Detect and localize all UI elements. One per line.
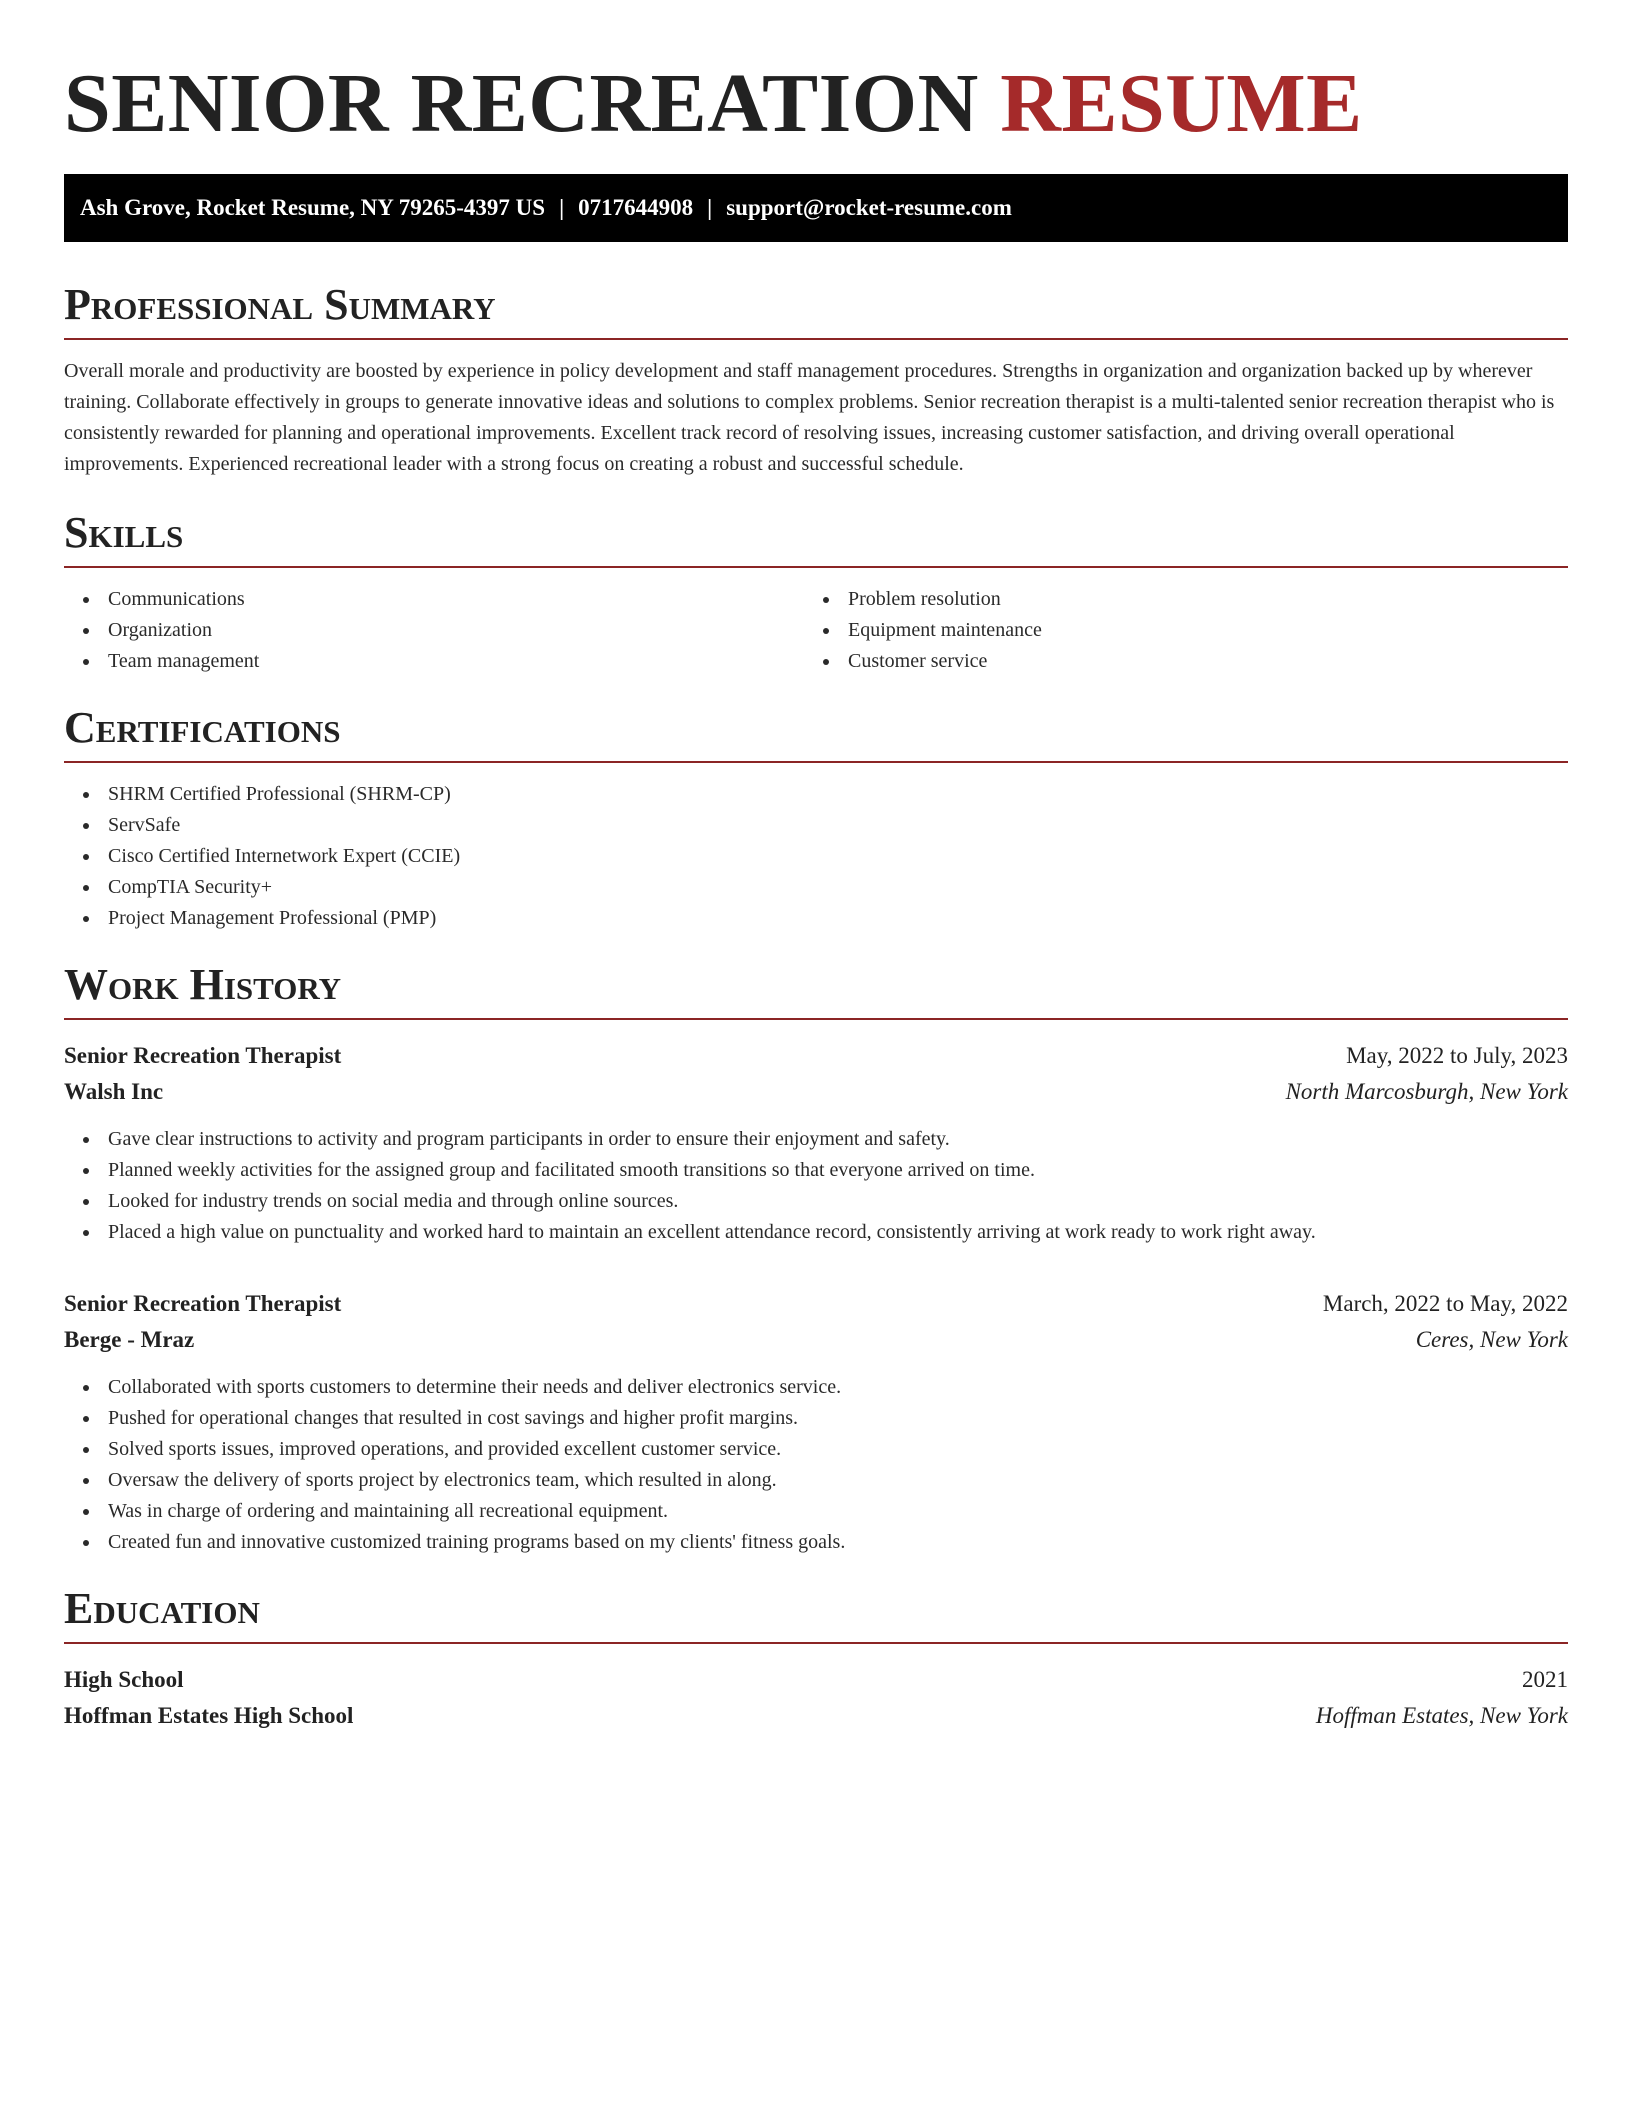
list-item: Project Management Professional (PMP) bbox=[108, 903, 1568, 934]
job-title-row bbox=[64, 1286, 1568, 1322]
education-entry bbox=[64, 1662, 1568, 1734]
job-title-row bbox=[64, 1038, 1568, 1074]
list-item: Solved sports issues, improved operations, and provided excellent customer service. bbox=[108, 1434, 1568, 1465]
list-item: Organization bbox=[108, 615, 804, 646]
job-bullets bbox=[64, 1372, 1568, 1558]
education-school-row bbox=[64, 1698, 1568, 1734]
job-dates: March, 2022 to May, 2022 bbox=[1322, 1291, 1568, 1316]
job-title: Senior Recreation Therapist bbox=[64, 1043, 342, 1068]
certifications-section bbox=[64, 703, 1568, 934]
job-bullets bbox=[64, 1124, 1568, 1248]
summary-section bbox=[64, 280, 1568, 480]
list-item: Team management bbox=[108, 646, 804, 677]
skills-list-left bbox=[64, 584, 804, 677]
list-item: Placed a high value on punctuality and worked hard to maintain an excellent attendance record, consistently arriving at work ready to work right away. bbox=[108, 1217, 1568, 1248]
list-item: Customer service bbox=[848, 646, 1568, 677]
summary-text: Overall morale and productivity are boosted by experience in policy development and staff management procedures. Strengths in organization and organization backed up by wherever training. Collaborate effectively in groups to generate innovative ideas and solutions to complex problems. Senior recreation therapist is a multi-talented senior recreation therapist who is consistently rewarded for planning and operational improvements. Excellent track record of resolving issues, increasing customer satisfaction, and driving overall operational improvements. Experienced recreational leader with a strong focus on creating a robust and successful schedule. bbox=[64, 360, 1555, 475]
list-item: Gave clear instructions to activity and program participants in order to ensure their enjoyment and safety. bbox=[108, 1124, 1568, 1155]
list-item: Communications bbox=[108, 584, 804, 615]
job-company: Berge - Mraz bbox=[64, 1327, 195, 1352]
certifications-heading: Certifications bbox=[64, 703, 1568, 763]
resume-title bbox=[64, 58, 1568, 150]
list-item: Pushed for operational changes that resulted in cost savings and higher profit margins. bbox=[108, 1403, 1568, 1434]
contact-separator: | bbox=[559, 195, 565, 220]
summary-heading: Professional Summary bbox=[64, 280, 1568, 340]
contact-bar bbox=[64, 174, 1568, 242]
education-degree: High School bbox=[64, 1667, 184, 1692]
list-item: Created fun and innovative customized training programs based on my clients' fitness goals. bbox=[108, 1527, 1568, 1558]
job-location: North Marcosburgh, New York bbox=[1285, 1079, 1568, 1104]
skills-columns bbox=[64, 568, 1568, 677]
list-item: Looked for industry trends on social media and through online sources. bbox=[108, 1186, 1568, 1217]
education-degree-row bbox=[64, 1662, 1568, 1698]
education-location: Hoffman Estates, New York bbox=[1315, 1703, 1568, 1728]
list-item: Cisco Certified Internetwork Expert (CCIE) bbox=[108, 841, 1568, 872]
list-item: Collaborated with sports customers to determine their needs and deliver electronics service. bbox=[108, 1372, 1568, 1403]
education-heading: Education bbox=[64, 1584, 1568, 1644]
education-school: Hoffman Estates High School bbox=[64, 1703, 354, 1728]
title-accent: RESUME bbox=[1000, 57, 1363, 150]
job-dates: May, 2022 to July, 2023 bbox=[1346, 1043, 1568, 1068]
job-company: Walsh Inc bbox=[64, 1079, 164, 1104]
contact-separator: | bbox=[707, 195, 713, 220]
title-main: SENIOR RECREATION bbox=[64, 57, 1001, 150]
certifications-list bbox=[64, 779, 1568, 934]
contact-phone[interactable]: 0717644908 bbox=[578, 195, 694, 220]
work-history-section bbox=[64, 960, 1568, 1558]
education-year: 2021 bbox=[1522, 1667, 1568, 1692]
work-history-heading: Work History bbox=[64, 960, 1568, 1020]
job-company-row bbox=[64, 1074, 1568, 1110]
list-item: SHRM Certified Professional (SHRM-CP) bbox=[108, 779, 1568, 810]
list-item: CompTIA Security+ bbox=[108, 872, 1568, 903]
education-section bbox=[64, 1584, 1568, 1734]
list-item: Planned weekly activities for the assigned group and facilitated smooth transitions so that everyone arrived on time. bbox=[108, 1155, 1568, 1186]
skills-list-right bbox=[804, 584, 1568, 677]
job-company-row bbox=[64, 1322, 1568, 1358]
job-entry bbox=[64, 1038, 1568, 1248]
job-title: Senior Recreation Therapist bbox=[64, 1291, 342, 1316]
resume-page bbox=[64, 0, 1568, 1734]
list-item: Problem resolution bbox=[848, 584, 1568, 615]
job-location: Ceres, New York bbox=[1415, 1327, 1568, 1352]
contact-email[interactable]: support@rocket-resume.com bbox=[726, 195, 1012, 220]
skills-heading: Skills bbox=[64, 508, 1568, 568]
contact-address: Ash Grove, Rocket Resume, NY 79265-4397 US bbox=[80, 195, 546, 220]
list-item: Was in charge of ordering and maintaining all recreational equipment. bbox=[108, 1496, 1568, 1527]
list-item: Equipment maintenance bbox=[848, 615, 1568, 646]
skills-section bbox=[64, 508, 1568, 677]
list-item: ServSafe bbox=[108, 810, 1568, 841]
list-item: Oversaw the delivery of sports project by electronics team, which resulted in along. bbox=[108, 1465, 1568, 1496]
job-entry bbox=[64, 1286, 1568, 1558]
